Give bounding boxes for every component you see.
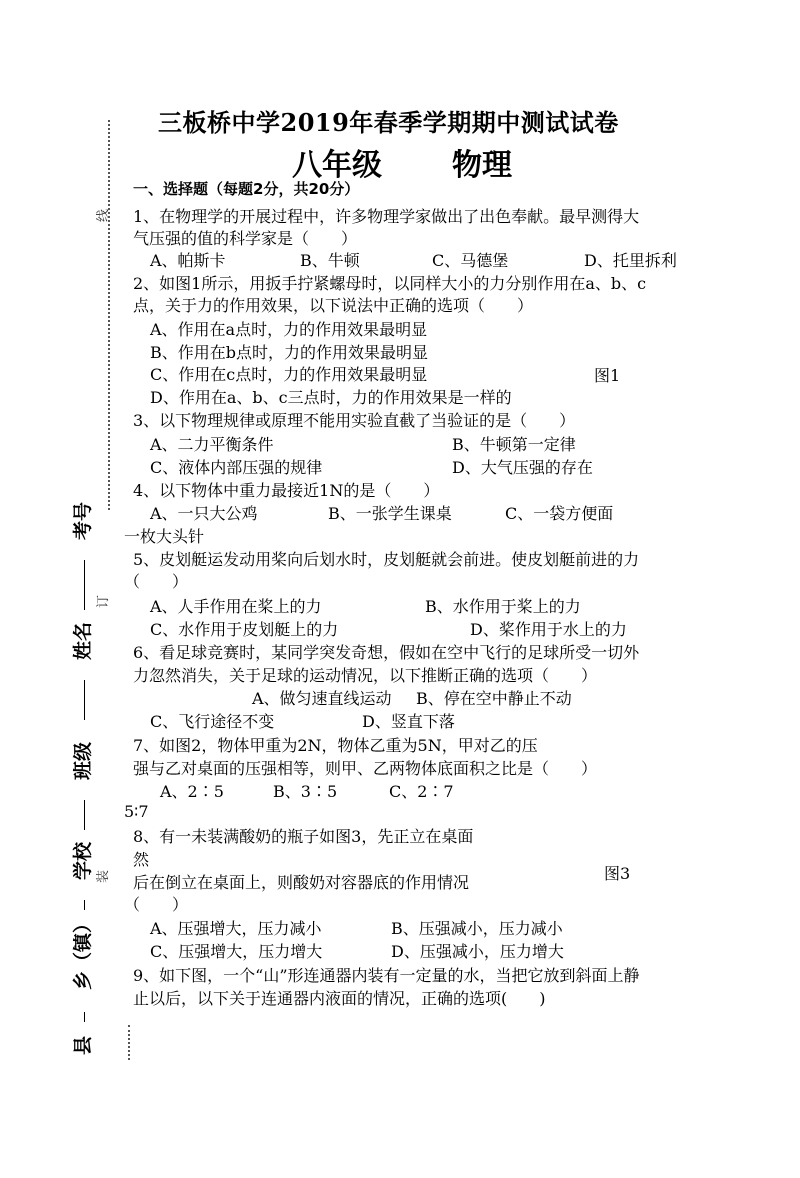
q1-option-d: D、托里拆利 — [584, 251, 677, 270]
q7-line1: 7、如图2，物体甲重为2N，物体乙重为5N，甲对乙的压 — [133, 736, 538, 755]
q6-line2: 力忽然消失，关于足球的运动情况，以下推断正确的选项（ ） — [133, 666, 598, 685]
q2-line2: 点，关于力的作用效果，以下说法中正确的选项（ ） — [133, 296, 534, 315]
binding-mark-ding: 订 — [96, 594, 111, 608]
q2-line1: 2、如图1所示，用扳手拧紧螺母时，以同样大小的力分别作用在a、b、c — [133, 274, 647, 293]
binding-label-school: 学校 — [72, 841, 94, 880]
q3-option-a: A、二力平衡条件 — [150, 435, 274, 454]
q6-option-b: B、停在空中静止不动 — [416, 689, 572, 708]
binding-blank-line — [84, 1012, 86, 1022]
q8-line1: 8、有一未装满酸奶的瓶子如图3，先正立在桌面 — [133, 827, 474, 846]
q1-option-c: C、马德堡 — [432, 251, 509, 270]
binding-blank-line — [84, 800, 86, 830]
q4-option-d: 一枚大头针 — [124, 527, 205, 546]
q1-line1: 1、在物理学的开展过程中，许多物理学家做出了出色奉献。最早测得大 — [133, 207, 640, 226]
q4-option-a: A、一只大公鸡 — [150, 504, 258, 523]
subject-label: 物理 — [452, 148, 512, 183]
q3-line1: 3、以下物理规律或原理不能用实验直截了当验证的是（ ） — [133, 411, 576, 430]
q8-line4: （ ） — [124, 895, 189, 914]
q6-option-a: A、做匀速直线运动 — [252, 689, 392, 708]
q8-figure-label: 图3 — [604, 864, 631, 883]
q7-option-c: C、2∶7 — [389, 782, 454, 801]
q7-option-a: A、2∶5 — [160, 782, 224, 801]
q7-line2: 强与乙对桌面的压强相等，则甲、乙两物体底面积之比是（ ） — [133, 759, 598, 778]
q2-option-b: B、作用在b点时，力的作用效果最明显 — [150, 343, 429, 362]
grade-label: 八年级 — [292, 148, 382, 183]
q2-option-a: A、作用在a点时，力的作用效果最明显 — [150, 320, 428, 339]
binding-blank-line — [84, 560, 86, 610]
binding-label-county: 县 — [72, 1035, 94, 1055]
binding-dotted-line-bottom — [128, 1025, 130, 1060]
q8-line3: 后在倒立在桌面上，则酸奶对容器底的作用情况 — [133, 873, 470, 892]
q9-line2: 止以后，以下关于连通器内液面的情况，正确的选项( ) — [133, 989, 546, 1008]
q6-option-d: D、竖直下落 — [362, 712, 455, 731]
q8-option-c: C、压强增大，压力增大 — [150, 942, 323, 961]
binding-mark-zhuang: 装 — [96, 869, 111, 883]
binding-dotted-line-top — [108, 120, 110, 510]
binding-blank-line — [84, 900, 86, 910]
q6-line1: 6、看足球竞赛时，某同学突发奇想，假如在空中飞行的足球所受一切外 — [133, 643, 640, 662]
q5-option-d: D、桨作用于水上的力 — [470, 620, 627, 639]
q8-line2: 然 — [133, 850, 150, 869]
q7-option-d: 5∶7 — [124, 802, 149, 821]
q6-option-c: C、飞行途径不变 — [150, 712, 275, 731]
q4-line1: 4、以下物体中重力最接近1N的是（ ） — [133, 481, 440, 500]
q1-option-b: B、牛顿 — [300, 251, 360, 270]
q5-option-a: A、人手作用在桨上的力 — [150, 597, 322, 616]
q2-figure-label: 图1 — [594, 366, 621, 385]
q7-option-b: B、3∶5 — [273, 782, 338, 801]
binding-blank-line — [84, 680, 86, 720]
q8-option-b: B、压强减小，压力减小 — [391, 919, 563, 938]
section-heading: 一、选择题（每题2分，共20分） — [133, 180, 360, 198]
q3-option-b: B、牛顿第一定律 — [452, 435, 576, 454]
q5-option-c: C、水作用于皮划艇上的力 — [150, 620, 339, 639]
q5-line1: 5、皮划艇运发动用桨向后划水时，皮划艇就会前进。使皮划艇前进的力 — [133, 550, 640, 569]
q2-option-d: D、作用在a、b、c三点时，力的作用效果是一样的 — [150, 388, 512, 407]
binding-label-town: 乡（镇） — [72, 913, 94, 990]
binding-label-class: 班级 — [72, 741, 94, 780]
q1-line2: 气压强的值的科学家是（ ） — [133, 229, 358, 248]
q3-option-d: D、大气压强的存在 — [452, 458, 593, 477]
binding-label-exam-number: 考号 — [72, 501, 94, 540]
q5-line2: （ ） — [124, 572, 189, 591]
q8-option-d: D、压强减小，压力增大 — [391, 942, 564, 961]
q9-line1: 9、如下图，一个“山”形连通器内装有一定量的水，当把它放到斜面上静 — [133, 966, 640, 985]
q4-option-c: C、一袋方便面 — [505, 504, 614, 523]
q1-option-a: A、帕斯卡 — [150, 251, 226, 270]
binding-mark-xian: 线 — [96, 208, 111, 222]
binding-label-name: 姓名 — [72, 621, 94, 660]
q3-option-c: C、液体内部压强的规律 — [150, 458, 323, 477]
exam-title: 三板桥中学2019年春季学期期中测试试卷 — [158, 108, 619, 137]
q2-option-c: C、作用在c点时，力的作用效果最明显 — [150, 365, 428, 384]
q8-option-a: A、压强增大，压力减小 — [150, 919, 322, 938]
q5-option-b: B、水作用于桨上的力 — [425, 597, 581, 616]
q4-option-b: B、一张学生课桌 — [328, 504, 452, 523]
